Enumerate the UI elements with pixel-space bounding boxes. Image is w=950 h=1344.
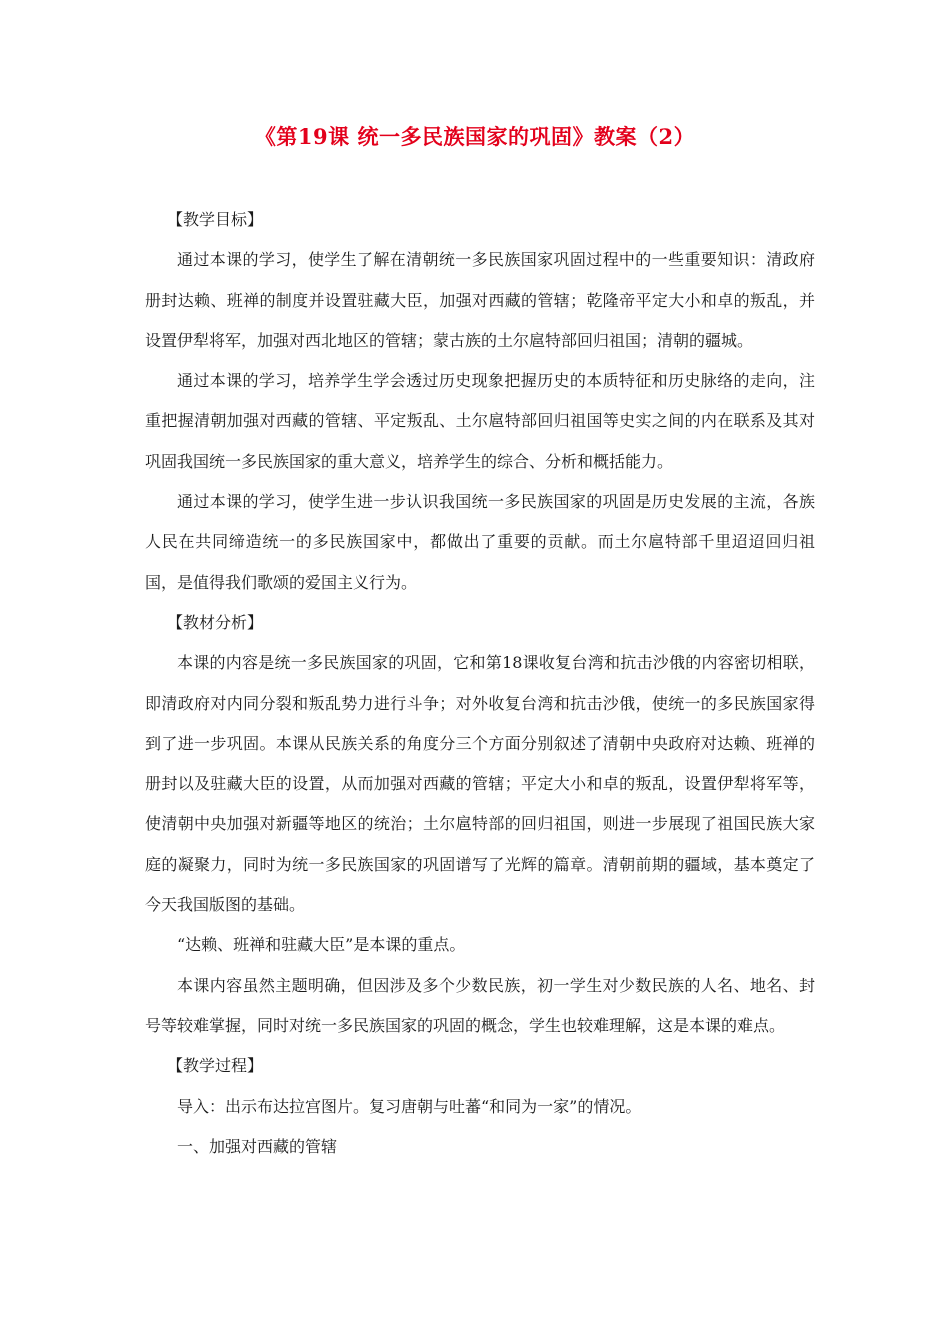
section-heading-objectives: 【教学目标】 — [167, 210, 264, 229]
process-paragraph-2: 一、加强对西藏的管辖 — [177, 1136, 338, 1156]
section-heading-analysis: 【教材分析】 — [167, 612, 264, 632]
objectives-paragraph-3: 通过本课的学习，使学生进一步认识我国统一多民族国家的巩固是历史发展的主流，各族人民在共同缔造统一的多民族国家中，都做出了重要的贡献。而土尔扈特部千里迢迢回归祖国，是值得我们歌颂的爱国主义行为。 — [145, 492, 815, 592]
document-title: 《第19课 统一多民族国家的巩固》教案（2） — [254, 124, 696, 149]
process-paragraph-1: 导入：出示布达拉宫图片。复习唐朝与吐蕃“和同为一家”的情况。 — [177, 1096, 642, 1116]
document-body — [145, 200, 815, 1167]
section-heading-process: 【教学过程】 — [167, 1056, 264, 1076]
analysis-paragraph-2: “达赖、班禅和驻藏大臣”是本课的重点。 — [177, 935, 466, 955]
objectives-paragraph-2: 通过本课的学习，培养学生学会透过历史现象把握历史的本质特征和历史脉络的走向，注重把握清朝加强对西藏的管辖、平定叛乱、土尔扈特部回归祖国等史实之间的内在联系及其对巩固我国统一多民族国家的重大意义，培养学生的综合、分析和概括能力。 — [145, 371, 815, 471]
analysis-paragraph-3: 本课内容虽然主题明确，但因涉及多个少数民族，初一学生对少数民族的人名、地名、封号等较难掌握，同时对统一多民族国家的巩固的概念，学生也较难理解，这是本课的难点。 — [145, 975, 815, 1035]
analysis-paragraph-1: 本课的内容是统一多民族国家的巩固，它和第18课收复台湾和抗击沙俄的内容密切相联，即清政府对内同分裂和叛乱势力进行斗争；对外收复台湾和抗击沙俄，使统一的多民族国家得到了进一步巩固。本课从民族关系的角度分三个方面分别叙述了清朝中央政府对达赖、班禅的册封以及驻藏大臣的设置，从而加强对西藏的管辖；平定大小和卓的叛乱，设置伊犁将军等，使清朝中央加强对新疆等地区的统治；土尔扈特部的回归祖国，则进一步展现了祖国民族大家庭的凝聚力，同时为统一多民族国家的巩固谱写了光辉的篇章。清朝前期的疆域，基本奠定了今天我国版图的基础。 — [145, 653, 815, 915]
objectives-paragraph-1: 通过本课的学习，使学生了解在清朝统一多民族国家巩固过程中的一些重要知识：清政府册封达赖、班禅的制度并设置驻藏大臣，加强对西藏的管辖；乾隆帝平定大小和卓的叛乱，并设置伊犁将军，加强对西北地区的管辖；蒙古族的土尔扈特部回归祖国；清朝的疆城。 — [145, 250, 815, 350]
